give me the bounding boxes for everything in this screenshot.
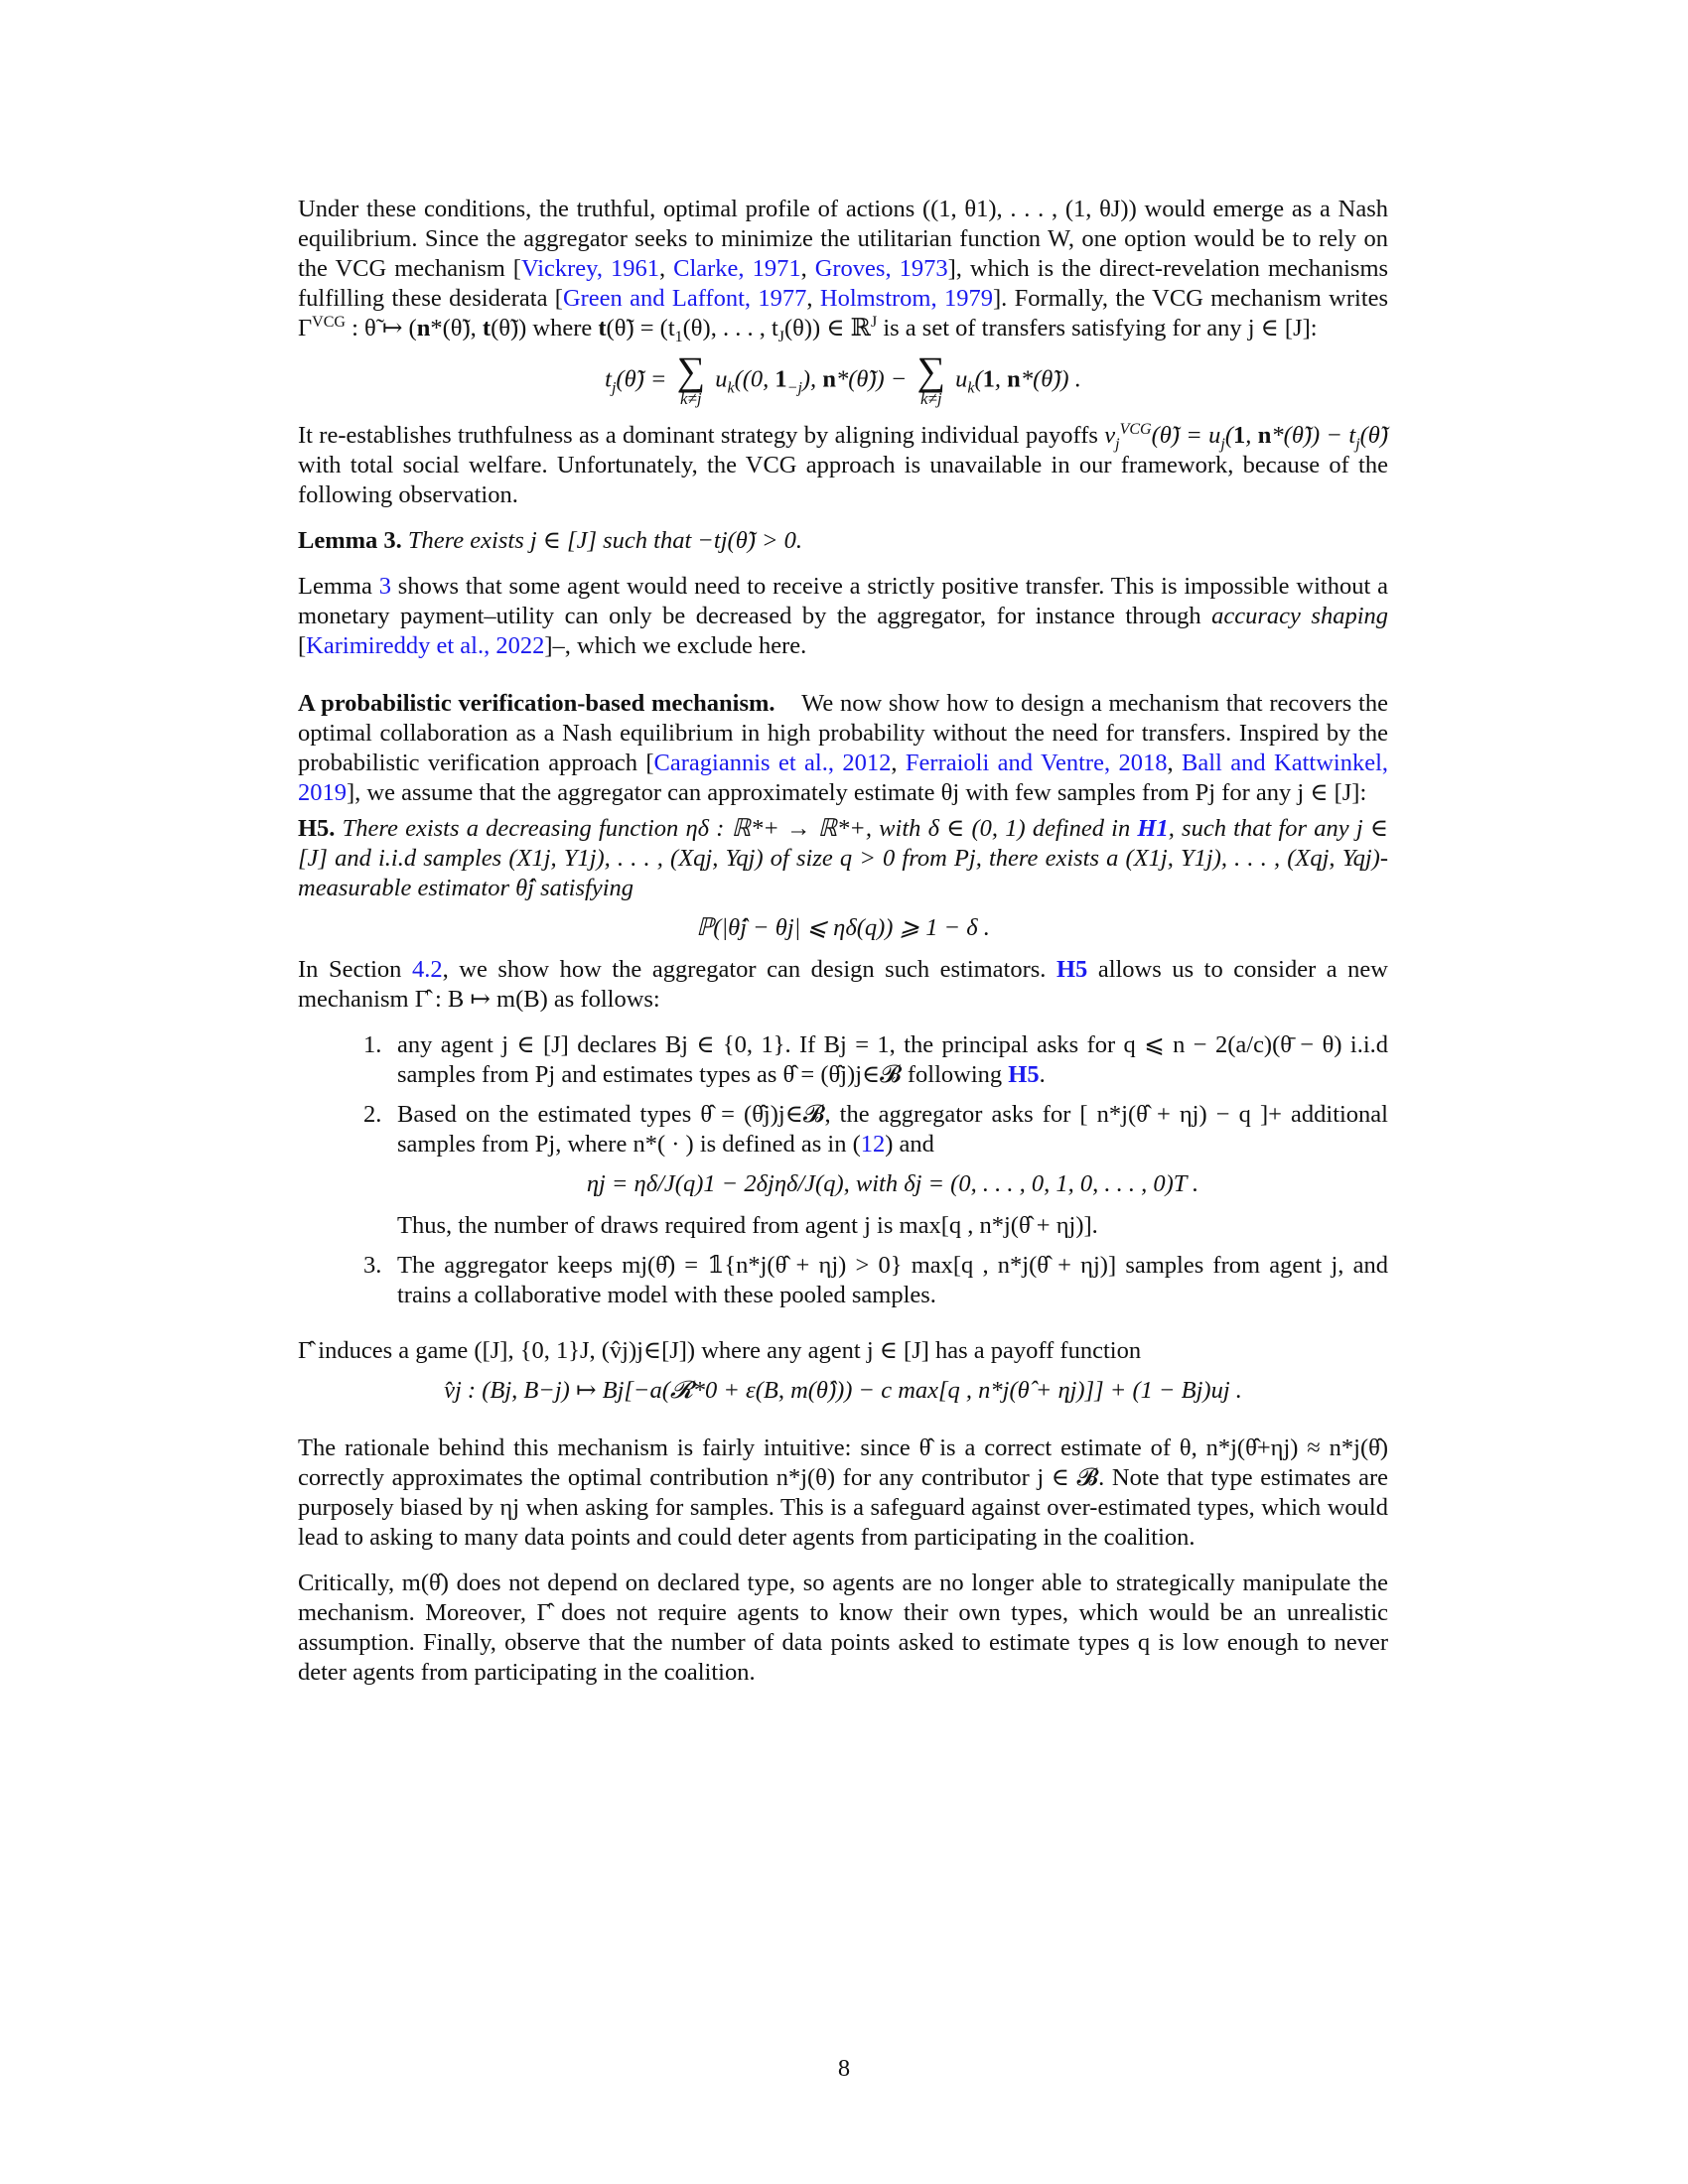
list-item: 1. any agent j ∈ [J] declares Bj ∈ {0, 1}. If Bj = 1, the principal asks for q ⩽ n − 2(a/c)(θ̄ − θ) i.i.d samples from Pj and estimates types as θ̂ = (θ̂j)j∈𝓑 following H5. [363,1031,1388,1088]
equation-eta: ηj = ηδ/J(q)1 − 2δjηδ/J(q), with δj = (0, . . . , 0, 1, 0, . . . , 0)T . [586,1170,1199,1197]
list-item: 2. Based on the estimated types θ̂ = (θ̂j)j∈𝓑, the aggregator asks for [ n*j(θ̂ + ηj) − q ]+ additional samples from Pj, where n*( · ) is defined as in (12) and ηj = ηδ/J(q)1 − 2δjηδ/J(q), with δj = (0, . . . , 0, 1, 0, . . . , 0)T . Thus, the number of draws required from agent j is max[q , n*j(θ̂ + ηj)]. [363,1101,1388,1239]
paragraph-game: Γ̂ induces a game ([J], {0, 1}J, (v̂j)j∈[J]) where any agent j ∈ [J] has a payoff function [298,1337,1142,1364]
paragraph-vcg: Under these conditions, the truthful, optimal profile of actions ((1, θ1), . . . , (1, θJ)) would emerge as a Nash equilibrium. Since the aggregator seeks to minimize the utilitarian function W, one option would be to rely on the VCG mechanism [Vickrey, 1961, Clarke, 1971, Groves, 1973], which is the direct-revelation mechanisms fulfilling these desiderata [Green and Laffont, 1977, Holmstrom, 1979]. Formally, the VCG mechanism writes $\Gamma^{VCG}$ : θ̃ ↦ (n*(θ̃), t(θ̃)) where t(θ̃) = ($t_1(\theta)$, . . . , $t_J(\theta)$) ∈ ℝ$^J$ is a set of transfers satisfying for any j ∈ [J]: [298,196,1389,345]
paragraph-critical: Critically, m(θ̂) does not depend on declared type, so agents are no longer able to strategically manipulate the mechanism. Moreover, Γ̂ does not require agents to know their own types, which would be an unrealistic assumption. Finally, observe that the number of data points asked to estimate types q is low enough to never deter agents from participating in the coalition. [298,1570,1388,1686]
ref-h5[interactable]: H5 [1055,956,1088,983]
equation-payoff: v̂j : (Bj, B−j) ↦ Bj[−a(𝓡*0 + ε(B, m(θ̂))) − c max[q , n*j(θ̂ + ηj)]] + (1 − Bj)uj . [444,1377,1242,1404]
ref-h1[interactable]: H1 [1137,815,1169,842]
ref-ferraioli[interactable]: Ferraioli and Ventre, 2018 [905,750,1168,776]
hypothesis-h5: H5. There exists a decreasing function ηδ : ℝ*+ → ℝ*+, with δ ∈ (0, 1) defined in H1, such that for any j ∈ [J] and i.i.d samples (X1j, Y1j), . . . , (Xqj, Yqj) of size q > 0 from Pj, there exists a (X1j, Y1j), . . . , (Xqj, Yqj)-measurable estimator θ̂j satisfying [298,815,1388,901]
paragraph-rationale: The rationale behind this mechanism is fairly intuitive: since θ̂ is a correct estimate of θ, n*j(θ̂+ηj) ≈ n*j(θ̂) correctly approximates the optimal contribution n*j(θ) for any contributor j ∈ 𝓑. Note that type estimates are purposely biased by ηj when asking for samples. This is a safeguard against over-estimated types, which would lead to asking to many data points and could deter agents from participating in the coalition. [298,1434,1388,1551]
ref-lemma-3[interactable]: 3 [378,573,391,600]
ref-section-4-2[interactable]: 4.2 [411,956,443,983]
paragraph-probabilistic-verification: A probabilistic verification-based mechanism. We now show how to design a mechanism that recovers the optimal collaboration as a Nash equilibrium in high probability without the need for transfers. Inspired by the probabilistic verification approach [Caragiannis et al., 2012, Ferraioli and Ventre, 2018, Ball and Kattwinkel, 2019], we assume that the aggregator can approximately estimate θj with few samples from Pj for any j ∈ [J]: [298,690,1389,806]
lemma-3: Lemma 3. There exists j ∈ [J] such that −tj(θ̃) > 0. [298,527,803,554]
ref-karimireddy[interactable]: Karimireddy et al., 2022 [306,632,545,659]
ref-groves[interactable]: Groves, 1973 [814,255,948,282]
ref-vickrey[interactable]: Vickrey, 1961 [520,255,659,282]
page-number: 8 [837,2055,851,2082]
paragraph-truthfulness: It re-establishes truthfulness as a dominant strategy by aligning individual payoffs $v_j^{VCG}(\thetã) = u_j(1$, n*(θ̃)) − $t_j(\thetã)$ with total social welfare. Unfortunately, the VCG approach is unavailable in our framework, because of the following observation. [298,420,1388,508]
ref-green-laffont[interactable]: Green and Laffont, 1977 [562,285,807,312]
paragraph-lemma-discussion: Lemma 3 shows that some agent would need to receive a strictly positive transfer. This is impossible without a monetary payment–utility can only be decreased by the aggregator, for instance through accuracy shaping [Karimireddy et al., 2022]–, which we exclude here. [298,573,1389,659]
ref-h5-step1[interactable]: H5 [1008,1061,1040,1088]
equation-h5: ℙ(|θ̂j − θj| ⩽ ηδ(q)) ⩾ 1 − δ . [696,914,990,941]
paragraph-section-ref: In Section 4.2, we show how the aggregator can design such estimators. H5 allows us to consider a new mechanism Γ̂ : B ↦ m(B) as follows: [298,956,1388,1013]
equation-vcg-transfer: $t_j(\thetã)$ = ∑ k≠j $u_k((0$, $1_{-j}$), n*(θ̃)) − ∑ k≠j $u_k(1$, n*(θ̃)) . [605,348,1081,408]
paragraph-heading: A probabilistic verification-based mechanism. [298,690,775,717]
ref-caragiannis[interactable]: Caragiannis et al., 2012 [653,750,892,776]
ref-clarke[interactable]: Clarke, 1971 [673,255,801,282]
list-item: 3. The aggregator keeps mj(θ̂) = 𝟙{n*j(θ̂ + ηj) > 0} max[q , n*j(θ̂ + ηj)] samples from agent j, and trains a collaborative model with these pooled samples. [363,1252,1388,1308]
ref-holmstrom[interactable]: Holmstrom, 1979 [819,285,993,312]
mechanism-steps [298,1030,1388,1310]
ref-ball[interactable]: Ball and Kattwinkel, 2019 [298,750,1389,806]
ref-eq-12[interactable]: 12 [860,1131,886,1158]
page-body [298,195,1388,1688]
draws-note: Thus, the number of draws required from agent j is max[q , n*j(θ̂ + ηj)]. [397,1212,1098,1239]
